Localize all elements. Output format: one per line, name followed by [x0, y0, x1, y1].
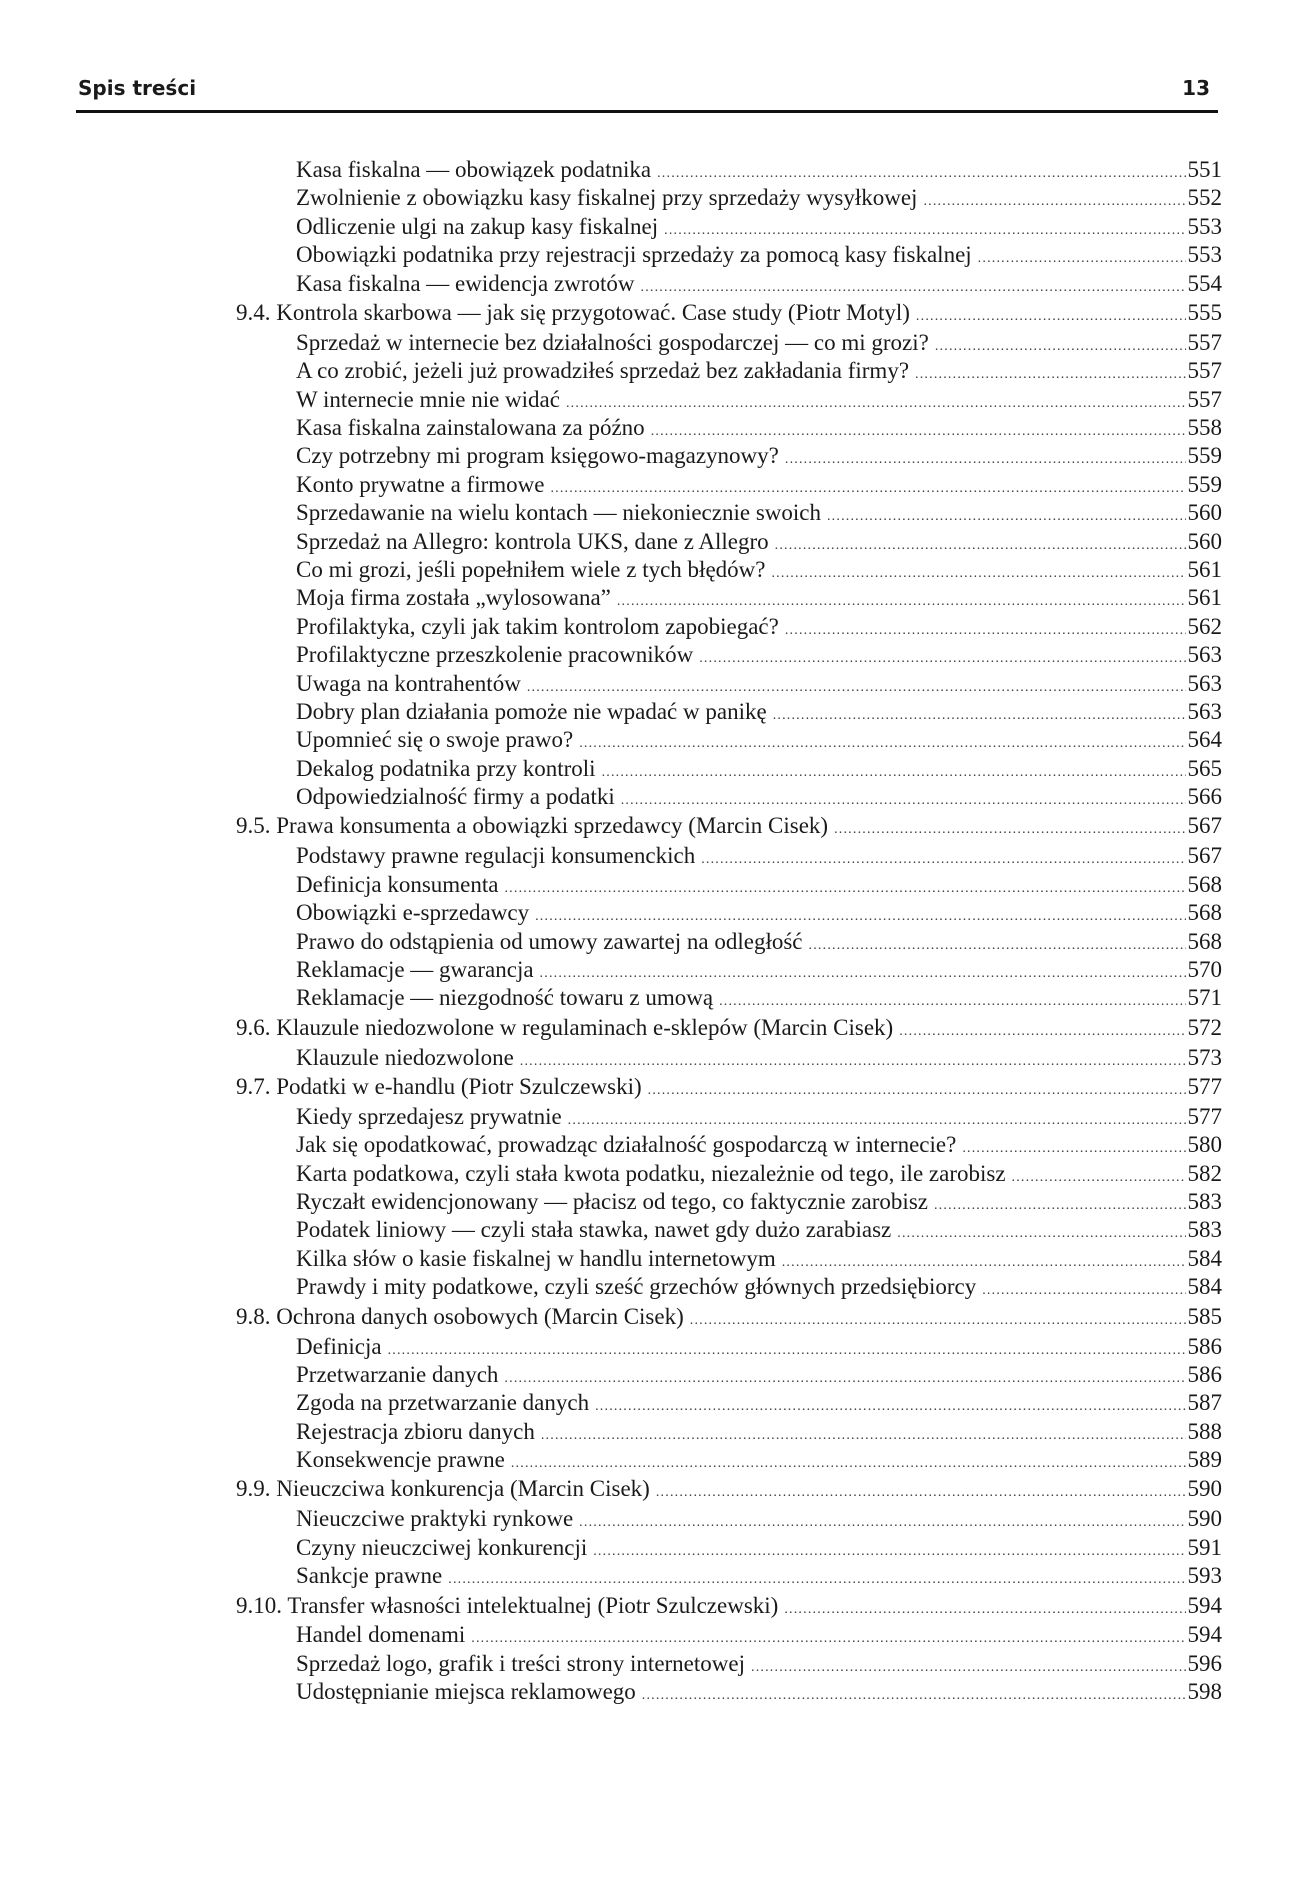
toc-entry-page-number: 590: [1187, 1476, 1222, 1502]
toc-subsection-entry: [236, 528, 1222, 556]
toc-entry-title: Reklamacje — niezgodność towaru z umową: [296, 985, 714, 1011]
dot-leader: [579, 1509, 1185, 1533]
toc-entry-page-number: 583: [1187, 1217, 1222, 1243]
toc-entry-page-number: 580: [1187, 1132, 1222, 1158]
toc-entry-title: Udostępnianie miejsca reklamowego: [296, 1679, 636, 1705]
toc-entry-page-number: 589: [1187, 1447, 1222, 1473]
dot-leader: [651, 418, 1186, 442]
toc-subsection-entry: [236, 783, 1222, 811]
toc-subsection-entry: [236, 641, 1222, 669]
dot-leader: [809, 932, 1186, 956]
toc-entry-title: Karta podatkowa, czyli stała kwota podatku, niezależnie od tego, ile zarobisz: [296, 1160, 1006, 1186]
toc-subsection-entry: [236, 241, 1222, 269]
toc-subsection-entry: [236, 184, 1222, 212]
toc-entry-page-number: 553: [1187, 213, 1222, 239]
toc-entry-title: Co mi grozi, jeśli popełniłem wiele z tych błędów?: [296, 556, 766, 582]
toc-entry-title: Profilaktyka, czyli jak takim kontrolom zapobiegać?: [296, 613, 779, 639]
toc-entry-title: Profilaktyczne przeszkolenie pracowników: [296, 642, 694, 668]
toc-subsection-entry: [236, 698, 1222, 726]
toc-entry-page-number: 564: [1187, 727, 1222, 753]
dot-leader: [897, 1220, 1185, 1244]
dot-leader: [657, 160, 1185, 184]
toc-subsection-entry: [236, 156, 1222, 184]
toc-entry-page-number: 588: [1187, 1418, 1222, 1444]
toc-subsection-entry: [236, 956, 1222, 984]
dot-leader: [642, 1682, 1186, 1706]
dot-leader: [916, 302, 1186, 329]
toc-entry-page-number: 568: [1187, 900, 1222, 926]
dot-leader: [527, 674, 1186, 698]
dot-leader: [784, 1595, 1185, 1622]
toc-entry-page-number: 594: [1187, 1592, 1222, 1618]
toc-entry-title: Sankcje prawne: [296, 1563, 443, 1589]
toc-entry-title: Przetwarzanie danych: [296, 1361, 499, 1387]
toc-entry-title: Upomnieć się o swoje prawo?: [296, 727, 574, 753]
dot-leader: [962, 1135, 1185, 1159]
toc-entry-title: 9.10. Transfer własności intelektualnej (Piotr Szulczewski): [236, 1592, 779, 1618]
dot-leader: [701, 846, 1185, 870]
toc-entry-title: 9.9. Nieuczciwa konkurencja (Marcin Cisek): [236, 1476, 650, 1502]
toc-entry-title: Obowiązki podatnika przy rejestracji sprzedaży za pomocą kasy fiskalnej: [296, 242, 972, 268]
toc-entry-page-number: 584: [1187, 1245, 1222, 1271]
toc-entry-title: Zwolnienie z obowiązku kasy fiskalnej przy sprzedaży wysyłkowej: [296, 185, 918, 211]
toc-entry-page-number: 560: [1187, 528, 1222, 554]
dot-leader: [656, 1478, 1186, 1505]
dot-leader: [978, 245, 1186, 269]
dot-leader: [827, 503, 1186, 527]
toc-entry-title: Kasa fiskalna zainstalowana za późno: [296, 415, 645, 441]
toc-entry-page-number: 557: [1187, 386, 1222, 412]
dot-leader: [617, 588, 1186, 612]
toc-entry-page-number: 568: [1187, 928, 1222, 954]
toc-entry-title: Nieuczciwe praktyki rynkowe: [296, 1506, 574, 1532]
dot-leader: [540, 960, 1186, 984]
dot-leader: [504, 1365, 1185, 1389]
dot-leader: [579, 730, 1185, 754]
toc-subsection-entry: [236, 329, 1222, 357]
toc-subsection-entry: [236, 1621, 1222, 1649]
toc-subsection-entry: [236, 755, 1222, 783]
dot-leader: [520, 1048, 1186, 1072]
toc-subsection-entry: [236, 1044, 1222, 1072]
dot-leader: [785, 446, 1186, 470]
dot-leader: [935, 333, 1186, 357]
dot-leader: [541, 1422, 1186, 1446]
toc-entry-page-number: 586: [1187, 1333, 1222, 1359]
toc-entry-title: Prawo do odstąpienia od umowy zawartej na odległość: [296, 928, 803, 954]
toc-entry-title: W internecie mnie nie widać: [296, 386, 560, 412]
toc-subsection-entry: [236, 1418, 1222, 1446]
toc-entry-page-number: 577: [1187, 1103, 1222, 1129]
toc-subsection-entry: [236, 871, 1222, 899]
dot-leader: [602, 759, 1186, 783]
toc-entry-page-number: 582: [1187, 1160, 1222, 1186]
toc-entry-page-number: 555: [1187, 299, 1222, 325]
dot-leader: [782, 1249, 1186, 1273]
toc-subsection-entry: [236, 1534, 1222, 1562]
dot-leader: [388, 1337, 1186, 1361]
toc-subsection-entry: [236, 584, 1222, 612]
toc-subsection-entry: [236, 842, 1222, 870]
toc-entry-title: Zgoda na przetwarzanie danych: [296, 1390, 590, 1416]
toc-entry-title: Konsekwencje prawne: [296, 1447, 505, 1473]
toc-entry-page-number: 565: [1187, 755, 1222, 781]
toc-subsection-entry: [236, 670, 1222, 698]
dot-leader: [899, 1017, 1185, 1044]
toc-entry-page-number: 598: [1187, 1679, 1222, 1705]
toc-entry-title: Moja firma została „wylosowana”: [296, 585, 611, 611]
dot-leader: [719, 988, 1185, 1012]
toc-entry-page-number: 557: [1187, 358, 1222, 384]
toc-entry-page-number: 560: [1187, 500, 1222, 526]
toc-subsection-entry: [236, 613, 1222, 641]
toc-subsection-entry: [236, 984, 1222, 1012]
toc-entry-title: Dekalog podatnika przy kontroli: [296, 755, 596, 781]
dot-leader: [690, 1306, 1186, 1333]
toc-entry-title: Sprzedaż w internecie bez działalności gospodarczej — co mi grozi?: [296, 329, 929, 355]
dot-leader: [785, 617, 1186, 641]
toc-subsection-entry: [236, 1188, 1222, 1216]
toc-entry-title: Sprzedaż na Allegro: kontrola UKS, dane z Allegro: [296, 528, 769, 554]
toc-section-entry: [236, 811, 1222, 842]
toc-entry-title: Kasa fiskalna — obowiązek podatnika: [296, 157, 652, 182]
toc-subsection-entry: [236, 1103, 1222, 1131]
toc-entry-page-number: 587: [1187, 1390, 1222, 1416]
toc-entry-title: 9.4. Kontrola skarbowa — jak się przygotować. Case study (Piotr Motyl): [236, 299, 910, 325]
toc-entry-page-number: 571: [1187, 985, 1222, 1011]
toc-entry-page-number: 557: [1187, 329, 1222, 355]
dot-leader: [504, 875, 1185, 899]
toc-subsection-entry: [236, 1160, 1222, 1188]
toc-entry-title: Prawdy i mity podatkowe, czyli sześć grzechów głównych przedsiębiorcy: [296, 1274, 977, 1300]
dot-leader: [915, 361, 1185, 385]
dot-leader: [923, 188, 1185, 212]
toc-subsection-entry: [236, 726, 1222, 754]
toc-entry-title: Kasa fiskalna — ewidencja zwrotów: [296, 270, 635, 296]
toc-subsection-entry: [236, 442, 1222, 470]
toc-subsection-entry: [236, 928, 1222, 956]
dot-leader: [593, 1538, 1185, 1562]
toc-section-entry: [236, 298, 1222, 329]
toc-entry-page-number: 583: [1187, 1189, 1222, 1215]
toc-entry-page-number: 551: [1187, 157, 1222, 182]
toc-entry-title: 9.8. Ochrona danych osobowych (Marcin Cisek): [236, 1303, 684, 1329]
toc-entry-page-number: 561: [1187, 556, 1222, 582]
toc-entry-page-number: 584: [1187, 1274, 1222, 1300]
toc-entry-title: Sprzedawanie na wielu kontach — niekoniecznie swoich: [296, 500, 821, 526]
running-header: [76, 72, 1218, 113]
toc-entry-title: A co zrobić, jeżeli już prowadziłeś sprzedaż bez zakładania firmy?: [296, 358, 910, 384]
toc-entry-title: Konto prywatne a firmowe: [296, 471, 545, 497]
toc-entry-page-number: 591: [1187, 1534, 1222, 1560]
dot-leader: [1012, 1164, 1186, 1188]
header-page-number: 13: [1182, 76, 1210, 100]
dot-leader: [699, 645, 1185, 669]
toc-entry-title: Odpowiedzialność firmy a podatki: [296, 784, 615, 810]
toc-entry-page-number: 568: [1187, 871, 1222, 897]
dot-leader: [775, 532, 1186, 556]
toc-subsection-entry: [236, 357, 1222, 385]
toc-entry-page-number: 577: [1187, 1074, 1222, 1099]
toc-entry-page-number: 561: [1187, 585, 1222, 611]
dot-leader: [621, 787, 1186, 811]
toc-subsection-entry: [236, 213, 1222, 241]
toc-subsection-entry: [236, 1131, 1222, 1159]
toc-subsection-entry: [236, 1216, 1222, 1244]
dot-leader: [648, 1076, 1186, 1103]
toc-entry-page-number: 553: [1187, 242, 1222, 268]
dot-leader: [595, 1393, 1185, 1417]
dot-leader: [448, 1566, 1185, 1590]
toc-entry-page-number: 594: [1187, 1622, 1222, 1648]
toc-entry-page-number: 563: [1187, 670, 1222, 696]
toc-subsection-entry: [236, 1650, 1222, 1678]
toc-entry-title: Podatek liniowy — czyli stała stawka, nawet gdy dużo zarabiasz: [296, 1217, 892, 1243]
toc-entry-title: Ryczałt ewidencjonowany — płacisz od tego, co faktycznie zarobisz: [296, 1189, 928, 1215]
toc-subsection-entry: [236, 386, 1222, 414]
toc-entry-title: 9.5. Prawa konsumenta a obowiązki sprzedawcy (Marcin Cisek): [236, 813, 829, 839]
toc-subsection-entry: [236, 1562, 1222, 1590]
toc-entry-title: Odliczenie ulgi na zakup kasy fiskalnej: [296, 213, 659, 239]
toc-entry-page-number: 590: [1187, 1506, 1222, 1532]
dot-leader: [834, 815, 1185, 842]
toc-section-entry: [236, 1474, 1222, 1505]
toc-section-entry: [236, 1591, 1222, 1622]
toc-entry-page-number: 573: [1187, 1044, 1222, 1070]
toc-entry-title: Podstawy prawne regulacji konsumenckich: [296, 843, 696, 869]
dot-leader: [934, 1192, 1186, 1216]
toc-entry-page-number: 552: [1187, 185, 1222, 211]
dot-leader: [566, 390, 1186, 414]
toc-subsection-entry: [236, 556, 1222, 584]
header-title: Spis treści: [78, 76, 197, 100]
toc-entry-title: Kilka słów o kasie fiskalnej w handlu internetowym: [296, 1245, 776, 1271]
toc-entry-page-number: 563: [1187, 698, 1222, 724]
table-of-contents: [236, 156, 1222, 1707]
toc-entry-page-number: 572: [1187, 1014, 1222, 1040]
toc-entry-title: Kiedy sprzedajesz prywatnie: [296, 1103, 562, 1129]
toc-subsection-entry: [236, 1505, 1222, 1533]
toc-entry-title: Sprzedaż logo, grafik i treści strony internetowej: [296, 1650, 745, 1676]
toc-entry-page-number: 558: [1187, 415, 1222, 441]
toc-entry-title: Definicja: [296, 1333, 382, 1359]
dot-leader: [771, 560, 1185, 584]
toc-section-entry: [236, 1302, 1222, 1333]
toc-section-entry: [236, 1072, 1222, 1103]
toc-entry-page-number: 567: [1187, 843, 1222, 869]
toc-entry-page-number: 562: [1187, 613, 1222, 639]
toc-subsection-entry: [236, 471, 1222, 499]
toc-entry-title: Czy potrzebny mi program księgowo-magazynowy?: [296, 443, 779, 469]
toc-entry-title: Jak się opodatkować, prowadząc działalność gospodarczą w internecie?: [296, 1132, 957, 1158]
dot-leader: [773, 702, 1186, 726]
toc-entry-page-number: 593: [1187, 1563, 1222, 1589]
dot-leader: [550, 475, 1185, 499]
toc-entry-title: Definicja konsumenta: [296, 871, 499, 897]
dot-leader: [751, 1654, 1186, 1678]
toc-entry-page-number: 586: [1187, 1361, 1222, 1387]
toc-entry-title: Reklamacje — gwarancja: [296, 956, 534, 982]
toc-subsection-entry: [236, 1333, 1222, 1361]
toc-section-entry: [236, 1013, 1222, 1044]
toc-subsection-entry: [236, 899, 1222, 927]
toc-entry-page-number: 559: [1187, 443, 1222, 469]
dot-leader: [471, 1625, 1185, 1649]
dot-leader: [982, 1277, 1185, 1301]
toc-entry-title: Czyny nieuczciwej konkurencji: [296, 1534, 588, 1560]
toc-subsection-entry: [236, 270, 1222, 298]
toc-entry-title: 9.6. Klauzule niedozwolone w regulaminach e-sklepów (Marcin Cisek): [236, 1014, 894, 1040]
dot-leader: [664, 217, 1185, 241]
toc-entry-page-number: 570: [1187, 956, 1222, 982]
dot-leader: [511, 1450, 1186, 1474]
toc-entry-title: Uwaga na kontrahentów: [296, 670, 521, 696]
toc-subsection-entry: [236, 1446, 1222, 1474]
toc-entry-page-number: 554: [1187, 270, 1222, 296]
toc-entry-title: Obowiązki e-sprzedawcy: [296, 900, 530, 926]
dot-leader: [568, 1107, 1186, 1131]
toc-entry-page-number: 563: [1187, 642, 1222, 668]
toc-subsection-entry: [236, 1389, 1222, 1417]
toc-entry-page-number: 567: [1187, 813, 1222, 839]
toc-entry-title: Dobry plan działania pomoże nie wpadać w panikę: [296, 698, 767, 724]
dot-leader: [535, 903, 1185, 927]
toc-entry-title: Klauzule niedozwolone: [296, 1044, 514, 1070]
toc-entry-page-number: 585: [1187, 1303, 1222, 1329]
dot-leader: [641, 274, 1186, 298]
toc-entry-page-number: 596: [1187, 1650, 1222, 1676]
toc-entry-title: Rejestracja zbioru danych: [296, 1418, 535, 1444]
toc-subsection-entry: [236, 1678, 1222, 1706]
toc-subsection-entry: [236, 499, 1222, 527]
toc-subsection-entry: [236, 1361, 1222, 1389]
toc-entry-title: 9.7. Podatki w e-handlu (Piotr Szulczewski): [236, 1074, 642, 1099]
toc-subsection-entry: [236, 1273, 1222, 1301]
toc-entry-page-number: 566: [1187, 784, 1222, 810]
toc-subsection-entry: [236, 1245, 1222, 1273]
toc-entry-title: Handel domenami: [296, 1622, 466, 1648]
toc-subsection-entry: [236, 414, 1222, 442]
toc-entry-page-number: 559: [1187, 471, 1222, 497]
